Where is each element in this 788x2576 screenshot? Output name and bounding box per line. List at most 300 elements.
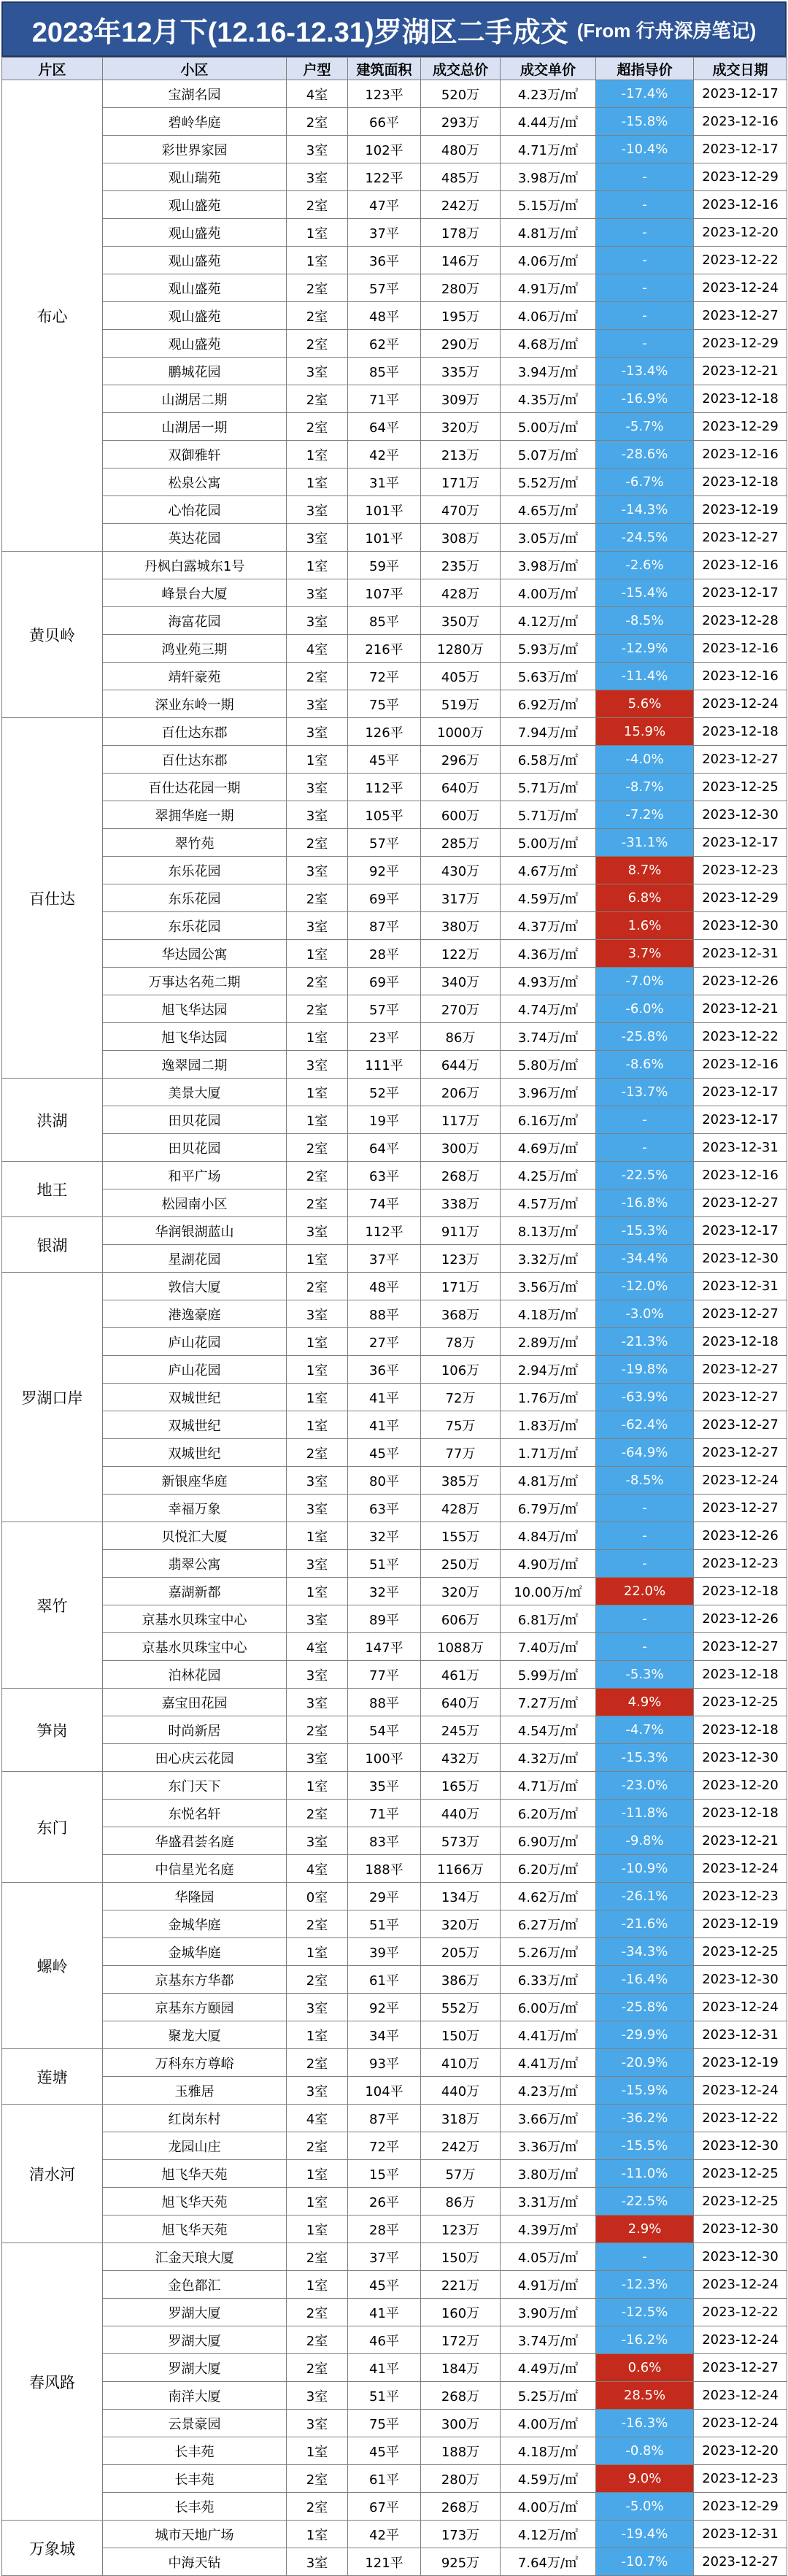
layout-cell: 2室 xyxy=(287,2132,348,2160)
date-cell: 2023-12-16 xyxy=(694,635,787,663)
table-row xyxy=(2,191,787,219)
over-guide-cell: -16.2% xyxy=(596,2326,694,2354)
date-cell: 2023-12-20 xyxy=(694,2437,787,2465)
total-price-cell: 385万 xyxy=(421,1467,501,1495)
over-guide-cell: - xyxy=(596,274,694,302)
over-guide-cell: -7.0% xyxy=(596,968,694,995)
date-cell: 2023-12-19 xyxy=(694,2049,787,2077)
table-row xyxy=(2,2465,787,2493)
table-row xyxy=(2,1633,787,1661)
area-cell: 77平 xyxy=(348,1661,421,1689)
total-price-cell: 123万 xyxy=(421,1245,501,1273)
over-guide-cell: 5.6% xyxy=(596,690,694,718)
community-cell: 心怡花园 xyxy=(103,496,287,524)
layout-cell: 2室 xyxy=(287,1966,348,1994)
community-cell: 宝湖名园 xyxy=(103,80,287,108)
unit-price-cell: 5.25万/㎡ xyxy=(501,2382,596,2410)
layout-cell: 3室 xyxy=(287,774,348,801)
table-row xyxy=(2,995,787,1023)
community-cell: 金城华庭 xyxy=(103,1910,287,1938)
layout-cell: 2室 xyxy=(287,385,348,413)
date-cell: 2023-12-18 xyxy=(694,1328,787,1356)
over-guide-cell: -12.9% xyxy=(596,635,694,663)
table-row xyxy=(2,579,787,607)
district-cell: 清水河 xyxy=(2,2105,103,2243)
date-cell: 2023-12-21 xyxy=(694,995,787,1023)
table-row xyxy=(2,1938,787,1966)
table-row xyxy=(2,912,787,940)
community-cell: 长丰苑 xyxy=(103,2493,287,2521)
over-guide-cell: 3.7% xyxy=(596,940,694,968)
date-cell: 2023-12-19 xyxy=(694,496,787,524)
layout-cell: 2室 xyxy=(287,1800,348,1827)
layout-cell: 2室 xyxy=(287,2326,348,2354)
community-cell: 田心庆云花园 xyxy=(103,1744,287,1772)
date-cell: 2023-12-23 xyxy=(694,2465,787,2493)
area-cell: 61平 xyxy=(348,1966,421,1994)
over-guide-cell: 28.5% xyxy=(596,2382,694,2410)
community-cell: 幸福万象 xyxy=(103,1495,287,1522)
date-cell: 2023-12-17 xyxy=(694,579,787,607)
area-cell: 28平 xyxy=(348,2216,421,2243)
layout-cell: 1室 xyxy=(287,468,348,496)
table-row xyxy=(2,2243,787,2271)
over-guide-cell: -13.4% xyxy=(596,358,694,385)
district-cell: 万象城 xyxy=(2,2521,103,2576)
table-row xyxy=(2,1411,787,1439)
unit-price-cell: 4.23万/㎡ xyxy=(501,2077,596,2105)
unit-price-cell: 6.92万/㎡ xyxy=(501,690,596,718)
community-cell: 和平广场 xyxy=(103,1162,287,1189)
unit-price-cell: 3.66万/㎡ xyxy=(501,2105,596,2132)
table-row xyxy=(2,1910,787,1938)
total-price-cell: 300万 xyxy=(421,1134,501,1162)
layout-cell: 3室 xyxy=(287,607,348,635)
area-cell: 72平 xyxy=(348,663,421,690)
community-cell: 新银座华庭 xyxy=(103,1467,287,1495)
community-cell: 东门天下 xyxy=(103,1772,287,1800)
over-guide-cell: 6.8% xyxy=(596,884,694,912)
date-cell: 2023-12-30 xyxy=(694,2243,787,2271)
community-cell: 庐山花园 xyxy=(103,1356,287,1384)
area-cell: 188平 xyxy=(348,1855,421,1883)
community-cell: 万事达名苑二期 xyxy=(103,968,287,995)
over-guide-cell: -21.6% xyxy=(596,1910,694,1938)
community-cell: 旭飞华天苑 xyxy=(103,2216,287,2243)
community-cell: 聚龙大厦 xyxy=(103,2021,287,2049)
unit-price-cell: 6.58万/㎡ xyxy=(501,746,596,774)
total-price-cell: 173万 xyxy=(421,2521,501,2548)
community-cell: 松泉公寓 xyxy=(103,468,287,496)
over-guide-cell: -8.6% xyxy=(596,1051,694,1079)
district-cell: 春风路 xyxy=(2,2243,103,2521)
community-cell: 时尚新居 xyxy=(103,1716,287,1744)
community-cell: 汇金天琅大厦 xyxy=(103,2243,287,2271)
unit-price-cell: 4.18万/㎡ xyxy=(501,1300,596,1328)
total-price-cell: 552万 xyxy=(421,1994,501,2021)
unit-price-cell: 4.68万/㎡ xyxy=(501,330,596,358)
header-over-guide: 超指导价 xyxy=(596,58,694,80)
layout-cell: 2室 xyxy=(287,2354,348,2382)
unit-price-cell: 3.98万/㎡ xyxy=(501,552,596,579)
date-cell: 2023-12-26 xyxy=(694,1605,787,1633)
over-guide-cell: 15.9% xyxy=(596,718,694,746)
layout-cell: 1室 xyxy=(287,1938,348,1966)
over-guide-cell: -19.8% xyxy=(596,1356,694,1384)
unit-price-cell: 1.71万/㎡ xyxy=(501,1439,596,1467)
unit-price-cell: 5.15万/㎡ xyxy=(501,191,596,219)
date-cell: 2023-12-30 xyxy=(694,2132,787,2160)
unit-price-cell: 4.00万/㎡ xyxy=(501,2493,596,2521)
unit-price-cell: 4.71万/㎡ xyxy=(501,136,596,163)
community-cell: 东乐花园 xyxy=(103,884,287,912)
layout-cell: 2室 xyxy=(287,1910,348,1938)
community-cell: 嘉湖新都 xyxy=(103,1578,287,1605)
table-row xyxy=(2,718,787,746)
layout-cell: 3室 xyxy=(287,857,348,884)
date-cell: 2023-12-16 xyxy=(694,552,787,579)
table-row xyxy=(2,1827,787,1855)
date-cell: 2023-12-22 xyxy=(694,2105,787,2132)
table-row xyxy=(2,1800,787,1827)
table-row xyxy=(2,857,787,884)
over-guide-cell: -31.1% xyxy=(596,829,694,857)
header-district: 片区 xyxy=(2,58,103,80)
community-cell: 观山盛苑 xyxy=(103,247,287,274)
over-guide-cell: -5.7% xyxy=(596,413,694,441)
area-cell: 89平 xyxy=(348,1605,421,1633)
over-guide-cell: -63.9% xyxy=(596,1384,694,1411)
layout-cell: 1室 xyxy=(287,552,348,579)
community-cell: 美景大厦 xyxy=(103,1079,287,1106)
over-guide-cell: -64.9% xyxy=(596,1439,694,1467)
date-cell: 2023-12-31 xyxy=(694,2021,787,2049)
over-guide-cell: -5.3% xyxy=(596,1661,694,1689)
header-date: 成交日期 xyxy=(694,58,787,80)
layout-cell: 2室 xyxy=(287,1162,348,1189)
layout-cell: 1室 xyxy=(287,441,348,468)
unit-price-cell: 4.32万/㎡ xyxy=(501,1744,596,1772)
area-cell: 46平 xyxy=(348,2326,421,2354)
total-price-cell: 320万 xyxy=(421,1578,501,1605)
layout-cell: 3室 xyxy=(287,1744,348,1772)
unit-price-cell: 4.44万/㎡ xyxy=(501,108,596,136)
date-cell: 2023-12-21 xyxy=(694,1827,787,1855)
total-price-cell: 171万 xyxy=(421,468,501,496)
layout-cell: 2室 xyxy=(287,191,348,219)
area-cell: 72平 xyxy=(348,2132,421,2160)
over-guide-cell: 2.9% xyxy=(596,2216,694,2243)
unit-price-cell: 4.74万/㎡ xyxy=(501,995,596,1023)
total-price-cell: 519万 xyxy=(421,690,501,718)
community-cell: 旭飞华达园 xyxy=(103,995,287,1023)
unit-price-cell: 4.00万/㎡ xyxy=(501,579,596,607)
layout-cell: 1室 xyxy=(287,2216,348,2243)
date-cell: 2023-12-27 xyxy=(694,1300,787,1328)
community-cell: 山湖居二期 xyxy=(103,385,287,413)
unit-price-cell: 3.56万/㎡ xyxy=(501,1273,596,1300)
over-guide-cell: -8.7% xyxy=(596,774,694,801)
date-cell: 2023-12-24 xyxy=(694,2271,787,2299)
total-price-cell: 320万 xyxy=(421,1910,501,1938)
area-cell: 57平 xyxy=(348,995,421,1023)
area-cell: 105平 xyxy=(348,801,421,829)
date-cell: 2023-12-27 xyxy=(694,1439,787,1467)
total-price-cell: 470万 xyxy=(421,496,501,524)
area-cell: 121平 xyxy=(348,2548,421,2576)
unit-price-cell: 3.90万/㎡ xyxy=(501,2299,596,2326)
total-price-cell: 644万 xyxy=(421,1051,501,1079)
total-price-cell: 606万 xyxy=(421,1605,501,1633)
table-row xyxy=(2,690,787,718)
layout-cell: 1室 xyxy=(287,1079,348,1106)
community-cell: 东乐花园 xyxy=(103,912,287,940)
total-price-cell: 428万 xyxy=(421,1495,501,1522)
unit-price-cell: 4.54万/㎡ xyxy=(501,1716,596,1744)
community-cell: 泊林花园 xyxy=(103,1661,287,1689)
total-price-cell: 1166万 xyxy=(421,1855,501,1883)
layout-cell: 2室 xyxy=(287,2465,348,2493)
date-cell: 2023-12-30 xyxy=(694,912,787,940)
unit-price-cell: 4.23万/㎡ xyxy=(501,80,596,108)
total-price-cell: 213万 xyxy=(421,441,501,468)
date-cell: 2023-12-27 xyxy=(694,524,787,552)
area-cell: 102平 xyxy=(348,136,421,163)
area-cell: 45平 xyxy=(348,2271,421,2299)
unit-price-cell: 6.20万/㎡ xyxy=(501,1800,596,1827)
layout-cell: 3室 xyxy=(287,690,348,718)
table-row xyxy=(2,1079,787,1106)
unit-price-cell: 5.07万/㎡ xyxy=(501,441,596,468)
layout-cell: 3室 xyxy=(287,1217,348,1245)
date-cell: 2023-12-27 xyxy=(694,2548,787,2576)
over-guide-cell: -10.4% xyxy=(596,136,694,163)
date-cell: 2023-12-30 xyxy=(694,1744,787,1772)
layout-cell: 2室 xyxy=(287,2049,348,2077)
date-cell: 2023-12-28 xyxy=(694,607,787,635)
community-cell: 观山盛苑 xyxy=(103,302,287,330)
area-cell: 61平 xyxy=(348,2465,421,2493)
over-guide-cell: -8.5% xyxy=(596,1467,694,1495)
unit-price-cell: 5.71万/㎡ xyxy=(501,774,596,801)
total-price-cell: 172万 xyxy=(421,2326,501,2354)
total-price-cell: 122万 xyxy=(421,940,501,968)
table-row xyxy=(2,2271,787,2299)
table-row xyxy=(2,1605,787,1633)
total-price-cell: 300万 xyxy=(421,2410,501,2437)
layout-cell: 3室 xyxy=(287,1300,348,1328)
date-cell: 2023-12-29 xyxy=(694,413,787,441)
area-cell: 51平 xyxy=(348,1550,421,1578)
community-cell: 万科东方尊峪 xyxy=(103,2049,287,2077)
total-price-cell: 221万 xyxy=(421,2271,501,2299)
table-row xyxy=(2,884,787,912)
unit-price-cell: 5.71万/㎡ xyxy=(501,801,596,829)
total-price-cell: 293万 xyxy=(421,108,501,136)
layout-cell: 2室 xyxy=(287,968,348,995)
total-price-cell: 428万 xyxy=(421,579,501,607)
table-row xyxy=(2,1772,787,1800)
date-cell: 2023-12-24 xyxy=(694,2410,787,2437)
date-cell: 2023-12-29 xyxy=(694,330,787,358)
layout-cell: 1室 xyxy=(287,1356,348,1384)
area-cell: 37平 xyxy=(348,2243,421,2271)
layout-cell: 2室 xyxy=(287,1439,348,1467)
date-cell: 2023-12-27 xyxy=(694,1189,787,1217)
community-cell: 碧岭华庭 xyxy=(103,108,287,136)
unit-price-cell: 4.65万/㎡ xyxy=(501,496,596,524)
date-cell: 2023-12-27 xyxy=(694,1495,787,1522)
total-price-cell: 432万 xyxy=(421,1744,501,1772)
layout-cell: 3室 xyxy=(287,1550,348,1578)
page-title xyxy=(1,1,787,57)
table-row xyxy=(2,1966,787,1994)
district-cell: 布心 xyxy=(2,80,103,552)
total-price-cell: 925万 xyxy=(421,2548,501,2576)
table-row xyxy=(2,1522,787,1550)
table-row xyxy=(2,1162,787,1189)
date-cell: 2023-12-23 xyxy=(694,857,787,884)
unit-price-cell: 4.41万/㎡ xyxy=(501,2049,596,2077)
layout-cell: 1室 xyxy=(287,2160,348,2188)
community-cell: 东悦名轩 xyxy=(103,1800,287,1827)
layout-cell: 2室 xyxy=(287,302,348,330)
area-cell: 31平 xyxy=(348,468,421,496)
area-cell: 41平 xyxy=(348,2354,421,2382)
community-cell: 罗湖大厦 xyxy=(103,2354,287,2382)
layout-cell: 1室 xyxy=(287,2188,348,2216)
over-guide-cell: -7.2% xyxy=(596,801,694,829)
layout-cell: 3室 xyxy=(287,1605,348,1633)
over-guide-cell: -34.3% xyxy=(596,1938,694,1966)
table-row xyxy=(2,413,787,441)
total-price-cell: 1000万 xyxy=(421,718,501,746)
table-row xyxy=(2,2216,787,2243)
over-guide-cell: -28.6% xyxy=(596,441,694,468)
community-cell: 东乐花园 xyxy=(103,857,287,884)
total-price-cell: 165万 xyxy=(421,1772,501,1800)
area-cell: 75平 xyxy=(348,690,421,718)
over-guide-cell: 0.6% xyxy=(596,2354,694,2382)
over-guide-cell: -24.5% xyxy=(596,524,694,552)
total-price-cell: 268万 xyxy=(421,2493,501,2521)
community-cell: 玉雅居 xyxy=(103,2077,287,2105)
unit-price-cell: 4.90万/㎡ xyxy=(501,1550,596,1578)
layout-cell: 3室 xyxy=(287,579,348,607)
title-main: 2023年12月下(12.16-12.31)罗湖区二手成交 xyxy=(31,17,568,48)
layout-cell: 1室 xyxy=(287,1106,348,1134)
over-guide-cell: - xyxy=(596,1605,694,1633)
area-cell: 74平 xyxy=(348,1189,421,1217)
total-price-cell: 335万 xyxy=(421,358,501,385)
table-row xyxy=(2,1023,787,1051)
over-guide-cell: -10.9% xyxy=(596,1855,694,1883)
table-row xyxy=(2,1467,787,1495)
over-guide-cell: -6.0% xyxy=(596,995,694,1023)
community-cell: 逸翠园二期 xyxy=(103,1051,287,1079)
over-guide-cell: 1.6% xyxy=(596,912,694,940)
layout-cell: 2室 xyxy=(287,1716,348,1744)
community-cell: 长丰苑 xyxy=(103,2465,287,2493)
total-price-cell: 573万 xyxy=(421,1827,501,1855)
district-cell: 莲塘 xyxy=(2,2049,103,2105)
unit-price-cell: 4.39万/㎡ xyxy=(501,2216,596,2243)
unit-price-cell: 3.31万/㎡ xyxy=(501,2188,596,2216)
area-cell: 104平 xyxy=(348,2077,421,2105)
date-cell: 2023-12-24 xyxy=(694,1855,787,1883)
community-cell: 京基水贝珠宝中心 xyxy=(103,1605,287,1633)
date-cell: 2023-12-27 xyxy=(694,1633,787,1661)
layout-cell: 3室 xyxy=(287,1467,348,1495)
community-cell: 旭飞华天苑 xyxy=(103,2188,287,2216)
area-cell: 83平 xyxy=(348,1827,421,1855)
community-cell: 靖轩豪苑 xyxy=(103,663,287,690)
community-cell: 百仕达花园一期 xyxy=(103,774,287,801)
community-cell: 罗湖大厦 xyxy=(103,2326,287,2354)
layout-cell: 3室 xyxy=(287,358,348,385)
date-cell: 2023-12-16 xyxy=(694,663,787,690)
layout-cell: 2室 xyxy=(287,413,348,441)
area-cell: 112平 xyxy=(348,774,421,801)
layout-cell: 2室 xyxy=(287,995,348,1023)
unit-price-cell: 1.83万/㎡ xyxy=(501,1411,596,1439)
area-cell: 35平 xyxy=(348,1772,421,1800)
community-cell: 京基东方华都 xyxy=(103,1966,287,1994)
date-cell: 2023-12-27 xyxy=(694,1411,787,1439)
area-cell: 75平 xyxy=(348,2410,421,2437)
unit-price-cell: 3.80万/㎡ xyxy=(501,2160,596,2188)
table-row xyxy=(2,1384,787,1411)
layout-cell: 4室 xyxy=(287,2105,348,2132)
community-cell: 百仕达东郡 xyxy=(103,718,287,746)
district-cell: 螺岭 xyxy=(2,1883,103,2049)
community-cell: 红岗东村 xyxy=(103,2105,287,2132)
over-guide-cell: - xyxy=(596,219,694,247)
area-cell: 67平 xyxy=(348,2493,421,2521)
date-cell: 2023-12-29 xyxy=(694,884,787,912)
date-cell: 2023-12-21 xyxy=(694,358,787,385)
table-row xyxy=(2,1106,787,1134)
over-guide-cell: -62.4% xyxy=(596,1411,694,1439)
total-price-cell: 485万 xyxy=(421,163,501,191)
date-cell: 2023-12-17 xyxy=(694,829,787,857)
unit-price-cell: 4.91万/㎡ xyxy=(501,274,596,302)
table-row xyxy=(2,80,787,108)
area-cell: 57平 xyxy=(348,829,421,857)
community-cell: 旭飞华天苑 xyxy=(103,2160,287,2188)
community-cell: 鹏城花园 xyxy=(103,358,287,385)
unit-price-cell: 7.40万/㎡ xyxy=(501,1633,596,1661)
table-row xyxy=(2,358,787,385)
date-cell: 2023-12-29 xyxy=(694,163,787,191)
unit-price-cell: 5.63万/㎡ xyxy=(501,663,596,690)
total-price-cell: 268万 xyxy=(421,1162,501,1189)
date-cell: 2023-12-18 xyxy=(694,385,787,413)
table-row xyxy=(2,496,787,524)
area-cell: 123平 xyxy=(348,80,421,108)
area-cell: 42平 xyxy=(348,441,421,468)
total-price-cell: 386万 xyxy=(421,1966,501,1994)
area-cell: 41平 xyxy=(348,2299,421,2326)
transactions-table xyxy=(1,57,787,2576)
area-cell: 57平 xyxy=(348,274,421,302)
layout-cell: 1室 xyxy=(287,247,348,274)
table-row xyxy=(2,968,787,995)
layout-cell: 2室 xyxy=(287,330,348,358)
over-guide-cell: -34.4% xyxy=(596,1245,694,1273)
date-cell: 2023-12-24 xyxy=(694,1994,787,2021)
table-row xyxy=(2,1328,787,1356)
